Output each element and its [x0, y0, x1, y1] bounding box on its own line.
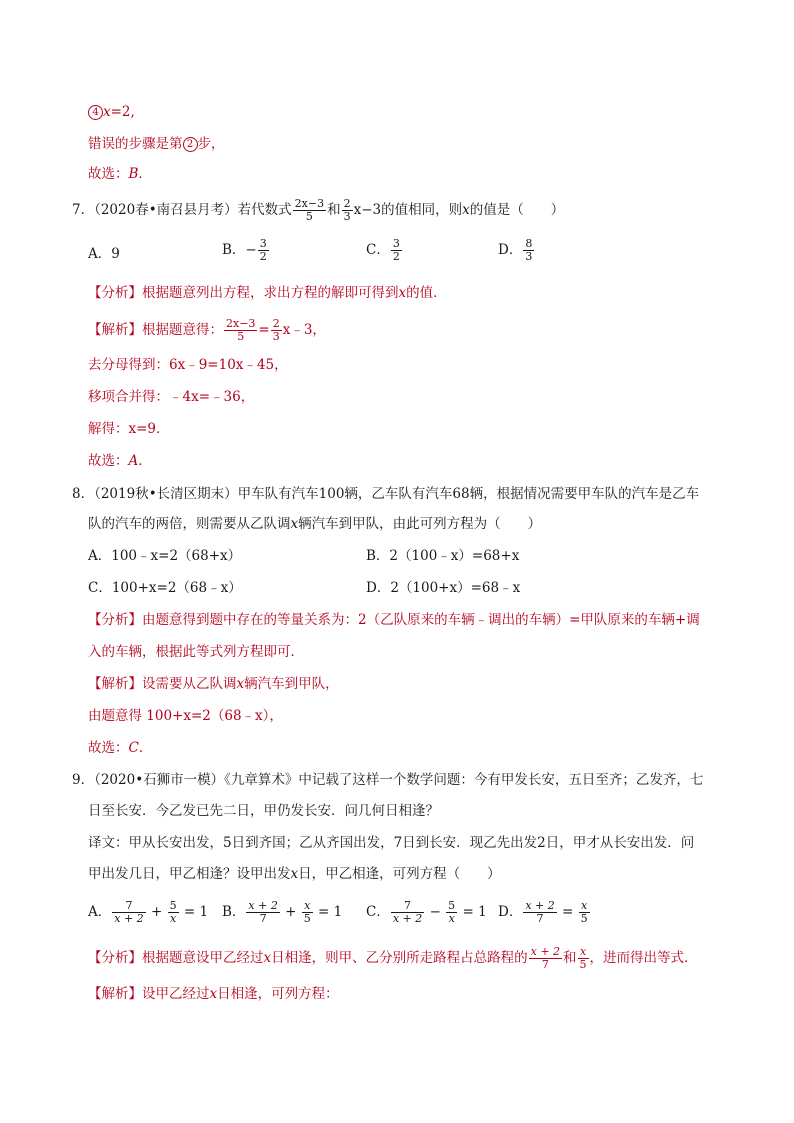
wrong-step-line: 错误的步骤是第 2 步， [88, 136, 225, 152]
q7-step3: 解得：x=9． [88, 421, 170, 437]
q8-stem-line1: 8．（2019秋•长清区期末）甲车队有汽车100辆，乙车队有汽车68辆，根据情况需要甲车队的汽车是乙车 [72, 486, 700, 502]
step4-line: 4 x=2, [88, 102, 135, 122]
q9-option-d: D． $\frac{x + 2}{7}$ = $\frac{x}{5}$ [498, 899, 588, 925]
analysis-tag: 【分析】 [88, 612, 142, 628]
fraction: $\frac{x}{5}$ [580, 899, 588, 925]
q8-solution: 【解析】设需要从乙队调x辆汽车到甲队， [88, 676, 339, 692]
q9-stem-line1: 9．（2020•石狮市一模）《九章算术》中记载了这样一个数学问题：今有甲发长安，五日至齐；乙发齐，七 [72, 772, 704, 788]
q8-option-d: D．2（100+x）=68﹣x [366, 580, 521, 596]
solution-tag: 【解析】 [88, 676, 142, 692]
fraction: $\frac{5}{x}$ [169, 899, 177, 925]
fraction: $\frac{3}{2}$ [259, 237, 267, 263]
q9-stem-line3: 译文：甲从长安出发，5日到齐国；乙从齐国出发，7日到长安．现乙先出发2日，甲才从长安出发．问 [88, 835, 695, 851]
fraction: $\frac{7}{x + 2}$ [392, 899, 423, 925]
analysis-tag: 【分析】 [88, 285, 142, 301]
q7-option-a: A．9 [88, 246, 120, 262]
step-number-circle: 4 [88, 105, 103, 120]
fraction: $\frac{2x-3}{5}$ [226, 317, 256, 343]
q7-stem: 7．（2020春•南召县月考）若代数式 $\frac{2x-3}{5}$ 和 $\frac{2}{3}$ x−3的值相同，则x的值是（ ） [72, 197, 565, 223]
q8-option-b: B．2（100﹣x）=68+x [366, 548, 520, 564]
solution-tag: 【解析】 [88, 322, 142, 338]
q8-analysis-line1: 【分析】由题意得到题中存在的等量关系为：2（乙队原来的车辆﹣调出的车辆）=甲队原来的车辆+调 [88, 612, 700, 628]
q9-option-a: A． $\frac{7}{x + 2}$ + $\frac{5}{x}$ = 1 [88, 899, 209, 925]
q7-option-b: B．− $\frac{3}{2}$ [222, 237, 267, 263]
q9-option-b: B． $\frac{x + 2}{7}$ + $\frac{x}{5}$ = 1 [222, 899, 343, 925]
fraction: $\frac{8}{3}$ [525, 237, 533, 263]
fraction: $\frac{7}{x + 2}$ [114, 899, 144, 925]
fraction: $\frac{2x-3}{5}$ [294, 197, 325, 223]
q9-analysis: 【分析】根据题意设甲乙经过x日相逢，则甲、乙分别所走路程占总路程的 $\frac{x + 2}{7}$ 和 $\frac{x}{5}$ ，进而得出等式． [88, 945, 698, 971]
analysis-tag: 【分析】 [88, 950, 142, 966]
q7-step2: 移项合并得：﹣4x=﹣36， [88, 389, 255, 405]
fraction: $\frac{x + 2}{7}$ [525, 899, 555, 925]
answer-line: 故选：B． [88, 166, 152, 182]
solution-tag: 【解析】 [88, 986, 142, 1002]
fraction: $\frac{x}{5}$ [579, 945, 587, 971]
fraction: $\frac{x}{5}$ [303, 899, 311, 925]
q8-option-c: C．100+x=2（68﹣x） [88, 580, 242, 596]
q7-answer: 故选：A． [88, 453, 152, 469]
q9-stem-line2: 日至长安．今乙发已先二日，甲仍发长安．问几何日相逢？ [88, 803, 439, 819]
q8-analysis-line2: 入的车辆，根据此等式列方程即可． [88, 644, 304, 660]
q9-option-c: C． $\frac{7}{x + 2}$ − $\frac{5}{x}$ = 1 [366, 899, 487, 925]
q8-stem-line2: 队的汽车的两倍，则需要从乙队调x辆汽车到甲队，由此可列方程为（ ） [88, 516, 542, 532]
q9-stem-line4: 甲出发几日，甲乙相逢？设甲出发x日，甲乙相逢，可列方程（ ） [88, 866, 501, 882]
fraction: $\frac{2}{3}$ [272, 317, 280, 343]
q7-analysis: 【分析】根据题意列出方程，求出方程的解即可得到x的值． [88, 285, 447, 301]
step-number-circle: 2 [183, 137, 198, 152]
fraction: $\frac{5}{x}$ [448, 899, 456, 925]
fraction: $\frac{x + 2}{7}$ [530, 945, 561, 971]
q8-solution-line2: 由题意得 100+x=2（68﹣x）， [88, 708, 283, 724]
q7-option-c: C． $\frac{3}{2}$ [366, 237, 400, 263]
fraction: $\frac{x + 2}{7}$ [248, 899, 278, 925]
q7-step1: 去分母得到：6x﹣9=10x﹣45， [88, 357, 288, 373]
q8-answer: 故选：C． [88, 740, 153, 756]
q7-option-d: D． $\frac{8}{3}$ [498, 237, 533, 263]
q8-option-a: A．100﹣x=2（68+x） [88, 548, 242, 564]
q7-solution: 【解析】根据题意得： $\frac{2x-3}{5}$ = $\frac{2}{3}$ x﹣3， [88, 317, 326, 343]
q9-solution: 【解析】设甲乙经过x日相逢，可列方程： [88, 986, 339, 1002]
fraction: $\frac{3}{2}$ [392, 237, 400, 263]
fraction: $\frac{2}{3}$ [343, 197, 351, 223]
